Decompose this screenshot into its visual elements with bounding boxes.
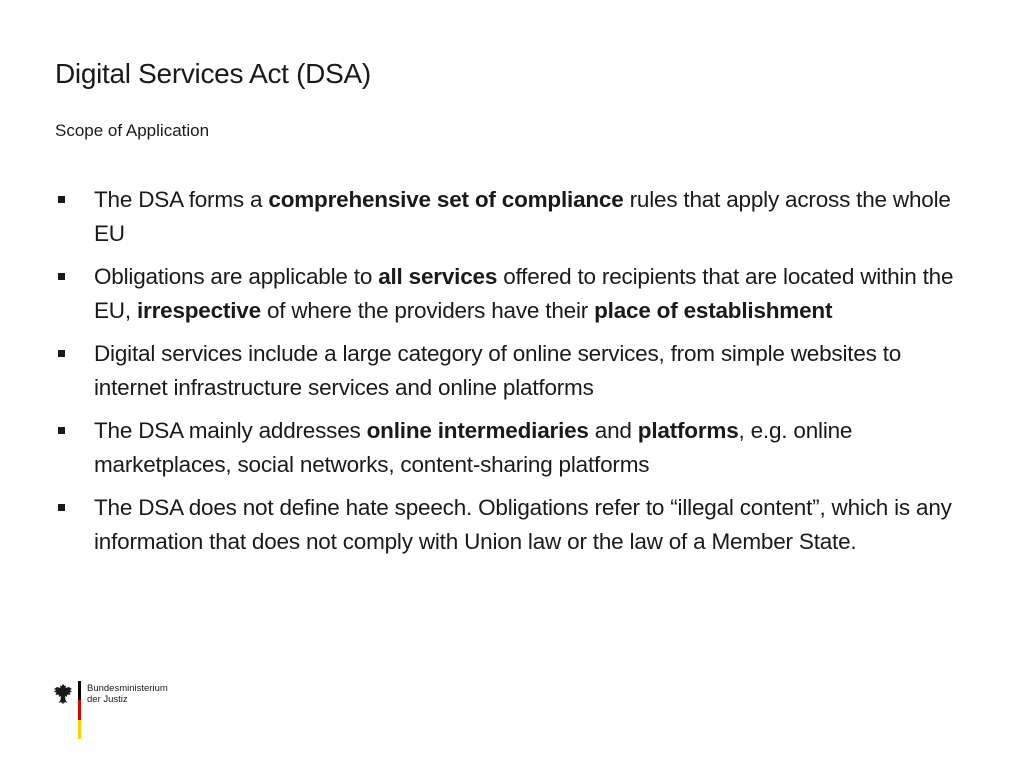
bullet-emphasis: place of establishment — [594, 298, 833, 323]
bullet-text: Obligations are applicable to — [94, 264, 379, 289]
slide-subtitle: Scope of Application — [55, 121, 210, 140]
bullet-emphasis: comprehensive set of compliance — [268, 187, 624, 212]
bullet-text: The DSA forms a — [94, 187, 269, 212]
bullet-item — [55, 414, 975, 482]
bullet-square-icon — [58, 196, 65, 203]
bullet-text: and — [588, 418, 638, 443]
bullet-emphasis: all services — [378, 264, 498, 289]
bullet-text: The DSA does not define hate speech. Obligations refer to “illegal content”, which is any information that does not comply with Union law or the law of a Member State. — [94, 495, 952, 554]
slide-title: Digital Services Act (DSA) — [55, 58, 371, 89]
ministry-name-line1: Bundesministerium — [87, 683, 168, 694]
bullet-square-icon — [58, 350, 65, 357]
bullet-text: rules that apply across the whole EU — [94, 187, 951, 246]
bullet-square-icon — [58, 504, 65, 511]
bullet-text: of where the providers have their — [260, 298, 595, 323]
bullet-square-icon — [58, 427, 65, 434]
bullet-text: The DSA mainly addresses — [94, 418, 367, 443]
ministry-logo — [53, 681, 183, 741]
bullet-item — [55, 260, 975, 328]
bullet-item — [55, 491, 975, 559]
federal-eagle-icon — [53, 683, 73, 705]
bullet-text: offered to recipients that are located within the EU, — [94, 264, 954, 323]
bullet-emphasis: platforms — [637, 418, 739, 443]
ministry-name — [87, 683, 168, 705]
ministry-name-line2: der Justiz — [87, 694, 128, 705]
bullet-emphasis: irrespective — [136, 298, 261, 323]
bullet-text: , e.g. online marketplaces, social networks, content-sharing platforms — [94, 418, 853, 477]
bullet-item — [55, 183, 975, 251]
bullet-item — [55, 337, 975, 405]
bullet-list — [55, 183, 975, 568]
bullet-text: Digital services include a large category of online services, from simple websites to internet infrastructure services and online platforms — [94, 341, 902, 400]
bullet-square-icon — [58, 273, 65, 280]
bullet-emphasis: online intermediaries — [366, 418, 589, 443]
flag-stripe — [78, 681, 81, 739]
